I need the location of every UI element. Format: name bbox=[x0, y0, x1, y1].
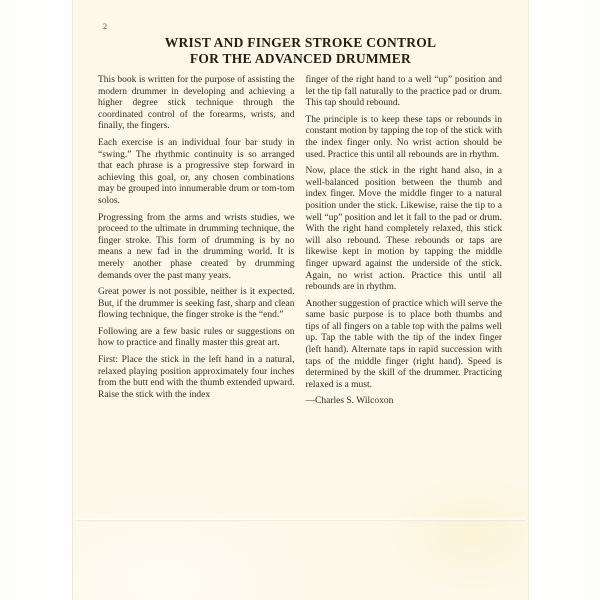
paragraph-principle: The principle is to keep these taps or rebounds in constant motion by tapping the top of the stick with the index finger only. No wrist action should be used. Practice this until all rebounds are in rhythm. bbox=[305, 114, 502, 160]
paragraph-great-power: Great power is not possible, neither is it expected. But, if the drummer is seeking fast, sharp and clean flowing technique, the finger stroke is the “end.” bbox=[98, 287, 295, 321]
paragraph-progressing: Progressing from the arms and wrists studies, we proceed to the ultimate in drumming technique, the finger stroke. This form of drumming is by no means a new fad in the drumming world. It is merely another phase created by drumming demands over the past many years. bbox=[98, 212, 295, 281]
title-line-1: WRIST AND FINGER STROKE CONTROL bbox=[164, 35, 437, 50]
paragraph-right-hand: Now, place the stick in the right hand also, in a well-balanced position between the thumb and index finger. Move the middle finger to a natural position under the stick. Likewise, raise the tip to a well “up” position and let it fall to the pad or drum. With the right hand completely relaxed, this stick will also rebound. These rebounds or taps are likewise kept in motion by tapping the middle finger upward against the underside of the stick. Again, no wrist action. Practice this until all rebounds are in rhythm. bbox=[305, 166, 502, 293]
paragraph-first-rule: First: Place the stick in the left hand in a natural, relaxed playing position approximately four inches from the butt end with the thumb extended upward. Raise the stick with the index bbox=[98, 355, 295, 400]
paragraph-following: Following are a few basic rules or suggestions on how to practice and finally master this great art. bbox=[98, 326, 295, 349]
two-column-body bbox=[98, 75, 502, 413]
page-number: 2 bbox=[103, 22, 107, 31]
page-title bbox=[98, 35, 503, 66]
paragraph-exercise: Each exercise is an individual four bar study in “swing.” The rhythmic continuity is so arranged that each phrase is a progressive step forward in achieving this goal, or, any chosen combinations may be grouped into innumerable drum or tom-tom solos. bbox=[98, 137, 295, 206]
left-column bbox=[98, 75, 295, 413]
book-page bbox=[72, 0, 529, 600]
right-column bbox=[306, 75, 503, 413]
paragraph-another-suggestion: Another suggestion of practice which will serve the same basic purpose is to place both thumbs and tips of all fingers on a table top with the palms well up. Tap the table with the tip of the index finger (left hand). Alternate taps in rapid succession with taps of the middle finger (right hand). Speed is determined by the skill of the drummer. Practicing relaxed is a must. bbox=[305, 298, 502, 390]
title-line-2: FOR THE ADVANCED DRUMMER bbox=[189, 50, 412, 66]
paragraph-first-rule-continued: finger of the right hand to a well “up” position and let the tip fall naturally to the practice pad or drum. This tap should rebound. bbox=[305, 75, 502, 109]
paragraph-intro: This book is written for the purpose of assisting the modern drummer in developing and achieving a higher degree stick technique through the coordinated control of the forearms, wrists, and finally, the fingers. bbox=[98, 75, 295, 132]
author-signature: —Charles S. Wilcoxon bbox=[305, 396, 394, 407]
